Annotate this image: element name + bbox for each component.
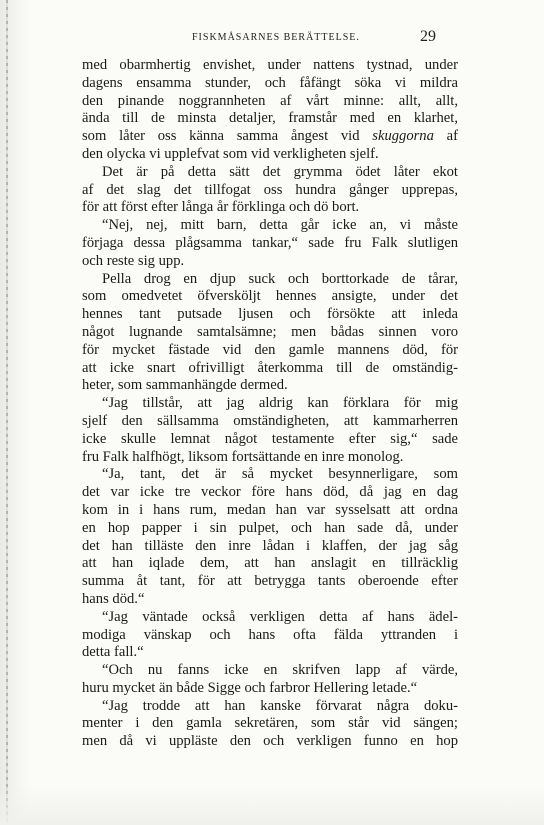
page-gutter-shadow (0, 0, 30, 825)
text-line: förjaga dessa plågsamma tankar,“ sade fru Falk slutligen (82, 234, 458, 251)
text-line: “Ja, tant, det är så mycket besynnerligare, som (102, 466, 458, 483)
text-line: för mycket fästade vid den gamle mannens död, för (82, 341, 458, 358)
text-line: “Jag trodde att han kanske förvarat några doku- (102, 697, 458, 714)
text-line: heter, som sammanhängde dermed. (82, 377, 288, 394)
text-line: det han tilläste den inre lådan i klaffen, der jag såg (82, 537, 458, 554)
text-line: att han iqlade dem, att han anslagit en tillräcklig (82, 555, 458, 572)
text-line: huru mycket än både Sigge och farbror Hellering letade.“ (82, 679, 418, 696)
text-line: “Jag väntade också verkligen detta af hans ädel- (102, 608, 458, 625)
text-line: detta fall.“ (82, 644, 144, 661)
body-text (82, 57, 458, 751)
text-line: “Jag tillstår, att jag aldrig kan förklara för mig (102, 395, 458, 412)
text-line: för att först efter långa år förklinga och dö bort. (82, 199, 360, 216)
text-line: “Nej, nej, mitt barn, detta går icke an, vi måste (102, 217, 458, 234)
text-line: icke skulle lemnat något testamente efter sig,“ sade (82, 430, 458, 447)
text-line: Pella drog en djup suck och borttorkade de tårar, (102, 270, 458, 287)
text-line: hennes tant putsade ljusen och försökte att inleda (82, 306, 458, 323)
running-head: FISKMÅSARNES BERÄTTELSE. (192, 32, 360, 43)
text-line: Det är på detta sätt det grymma ödet låter ekot (102, 163, 458, 180)
text-line: det var icke tre veckor före hans död, då jag en dag (82, 484, 458, 501)
page-number: 29 (420, 28, 436, 45)
text-line: “Och nu fanns icke en skrifven lapp af värde, (102, 662, 458, 679)
text-line: modiga vänskap och hans ofta fälda yttranden i (82, 626, 458, 643)
page-binding-edge (6, 0, 8, 825)
text-line: med obarmhertig envishet, under nattens tystnad, under (82, 57, 458, 73)
text-line: och reste sig upp. (82, 252, 185, 269)
text-line: att icke snart ofrivilligt återkomma till de omständig- (82, 359, 458, 376)
text-line: dagens ensamma stunder, och fåfängt söka vi mildra (82, 74, 458, 91)
text-line: en hop papper i sin pulpet, och han sade då, under (82, 519, 458, 536)
text-line: men då vi uppläste den och verkligen funno en hop (82, 733, 458, 750)
text-line: som omedvetet öfversköljt hennes ansigte, under det (82, 288, 458, 305)
text-line: fru Falk halfhögt, liksom fortsättande en inre monolog. (82, 448, 404, 465)
text-line: som låter oss känna samma ångest vid skuggorna af (82, 128, 458, 145)
text-line: något lugnande samtalsämne; men bådas sinnen voro (82, 323, 458, 340)
text-line: summa åt tant, för att betrygga tants oberoende efter (82, 573, 458, 590)
text-line: sjelf den sällsamma omständigheten, att kammarherren (82, 412, 458, 429)
text-line: den olycka vi upplefvat som vid verkligheten sjelf. (82, 145, 379, 162)
page-bottom-shade (0, 785, 544, 825)
text-line: af det slag det tillfogat oss hundra gånger upprepas, (82, 181, 458, 198)
text-line: ända till de minsta detaljer, framstår med en klarhet, (82, 110, 458, 127)
text-line: menter i den gamla sekretären, som står vid sängen; (82, 715, 458, 732)
text-line: den pinande noggrannheten af vårt minne: allt, allt, (82, 92, 458, 109)
text-line: hans död.“ (82, 590, 145, 607)
text-line: kom in i hans rum, medan han var sysselsatt att ordna (82, 501, 458, 518)
